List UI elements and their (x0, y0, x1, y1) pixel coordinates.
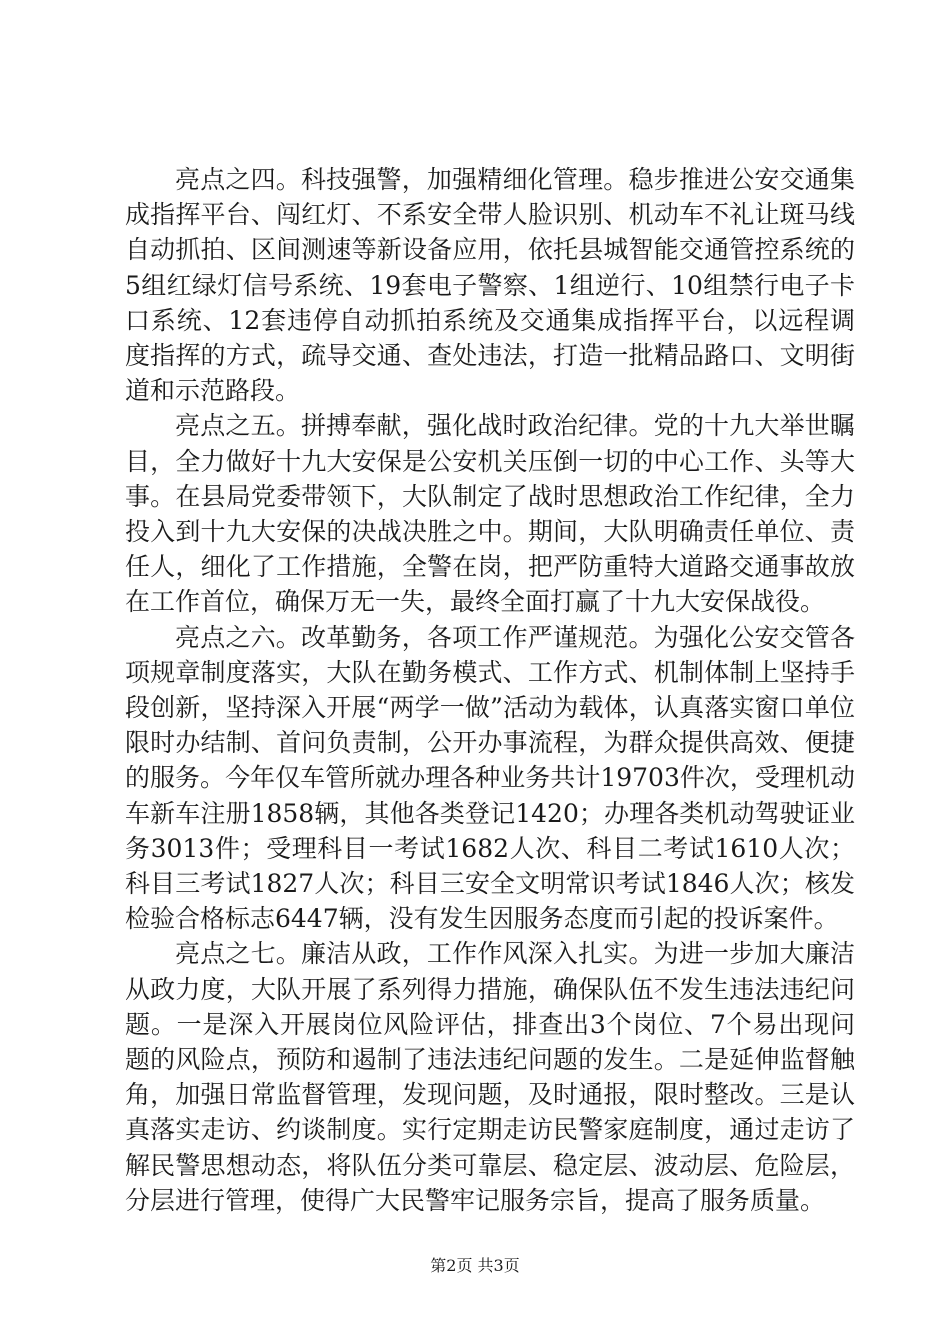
paragraph-highlight-4: 亮点之四。科技强警，加强精细化管理。稳步推进公安交通集成指挥平台、闯红灯、不系安全带人脸识别、机动车不礼让斑马线自动抓拍、区间测速等新设备应用，依托县城智能交通管控系统的5组红绿灯信号系统、19套电子警察、1组逆行、10组禁行电子卡口系统、12套违停自动抓拍系统及交通集成指挥平台，以远程调度指挥的方式，疏导交通、查处违法，打造一批精品路口、文明街道和示范路段。 (125, 165, 855, 406)
document-body (125, 162, 855, 1218)
paragraph-highlight-5: 亮点之五。拼搏奉献，强化战时政治纪律。党的十九大举世瞩目，全力做好十九大安保是公安机关压倒一切的中心工作、头等大事。在县局党委带领下，大队制定了战时思想政治工作纪律，全力投入到十九大安保的决战决胜之中。期间，大队明确责任单位、责任人，细化了工作措施，全警在岗，把严防重特大道路交通事故放在工作首位，确保万无一失，最终全面打赢了十九大安保战役。 (125, 411, 855, 617)
paragraph-highlight-6: 亮点之六。改革勤务，各项工作严谨规范。为强化公安交管各项规章制度落实，大队在勤务模式、工作方式、机制体制上坚持手段创新，坚持深入开展“两学一做”活动为载体，认真落实窗口单位限时办结制、首问负责制，公开办事流程，为群众提供高效、便捷的服务。今年仅车管所就办理各种业务共计19703件次，受理机动车新车注册1858辆，其他各类登记1420；办理各类机动驾驶证业务3013件；受理科目一考试1682人次、科目二考试1610人次；科目三考试1827人次；科目三安全文明常识考试1846人次；核发检验合格标志6447辆，没有发生因服务态度而引起的投诉案件。 (125, 622, 855, 934)
page-footer: 第2页 共3页 (430, 1256, 520, 1275)
paragraph-highlight-7: 亮点之七。廉洁从政，工作作风深入扎实。为进一步加大廉洁从政力度，大队开展了系列得力措施，确保队伍不发生违法违纪问题。一是深入开展岗位风险评估，排查出3个岗位、7个易出现问题的风险点，预防和遏制了违法违纪问题的发生。二是延伸监督触角，加强日常监督管理，发现问题，及时通报，限时整改。三是认真落实走访、约谈制度。实行定期走访民警家庭制度，通过走访了解民警思想动态，将队伍分类可靠层、稳定层、波动层、危险层，分层进行管理，使得广大民警牢记服务宗旨，提高了服务质量。 (125, 939, 855, 1215)
